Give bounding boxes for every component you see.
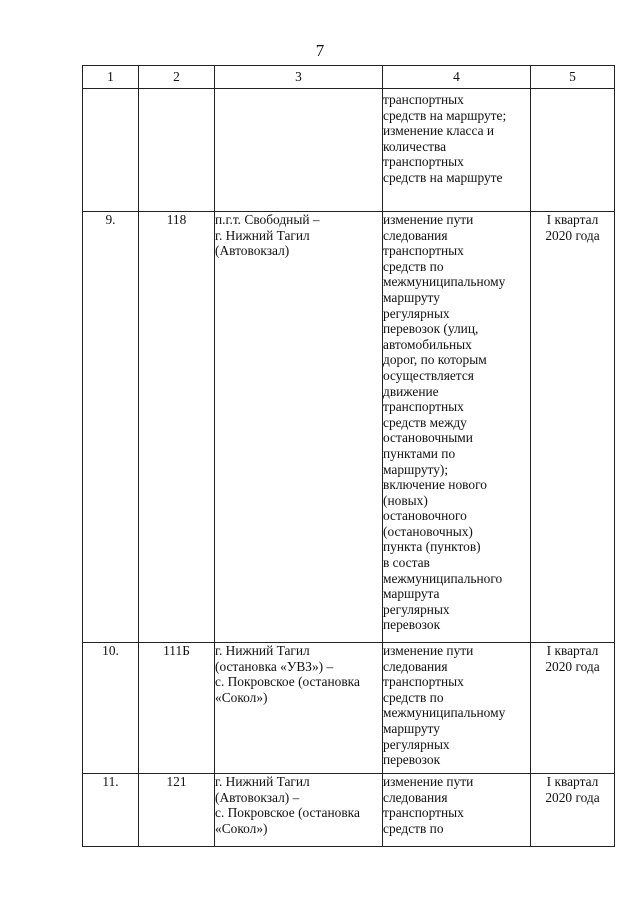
cell-text-line: включение нового: [383, 477, 487, 493]
cell-text-line: (новых): [383, 492, 428, 508]
cell-text-line: следования: [383, 789, 448, 805]
route-number: 111Б: [139, 643, 215, 774]
cell-text-line: в состав: [383, 555, 430, 571]
cell-text-line: транспортных: [383, 399, 464, 415]
route-number: 118: [139, 212, 215, 643]
cell-text-line: перевозок: [383, 617, 441, 633]
cell-text-line: средств на маршруте;: [383, 107, 507, 123]
cell-text-line: транспортных: [383, 154, 464, 170]
table-body: [83, 89, 615, 847]
cell-text-line: п.г.т. Свободный –: [215, 212, 320, 227]
row-number: 9.: [83, 212, 139, 643]
cell-text-line: изменение пути: [383, 212, 474, 227]
row-number: [83, 89, 139, 212]
cell-text-line: количества: [383, 138, 447, 154]
cell-text-line: (остановочных): [383, 523, 473, 539]
cell-text-line: изменение пути: [383, 643, 474, 658]
cell-text-line: г. Нижний Тагил: [215, 774, 310, 789]
cell-text-line: межмуниципального: [383, 570, 503, 586]
header-col-5: 5: [531, 66, 615, 89]
cell-text-line: г. Нижний Тагил: [215, 643, 310, 658]
change-description: [383, 212, 531, 643]
cell-text-line: пункта (пунктов): [383, 539, 481, 555]
cell-text-line: средств по: [383, 820, 444, 836]
change-period: [531, 643, 615, 774]
cell-text-line: средств между: [383, 414, 467, 430]
change-period: [531, 212, 615, 643]
routes-table: [82, 65, 615, 847]
cell-text-line: маршрута: [383, 586, 440, 602]
change-period: [531, 774, 615, 847]
cell-text-line: регулярных: [383, 601, 450, 617]
cell-text-line: средств на маршруте: [383, 169, 503, 185]
cell-text-line: транспортных: [383, 805, 464, 821]
change-description: [383, 643, 531, 774]
header-col-3: 3: [215, 66, 383, 89]
cell-text-line: автомобильных: [383, 336, 472, 352]
route-number: [139, 89, 215, 212]
change-period: [531, 89, 615, 212]
cell-text-line: межмуниципальному: [383, 274, 506, 290]
header-row: [83, 66, 615, 89]
cell-text-line: транспортных: [383, 674, 464, 690]
route-number: 121: [139, 774, 215, 847]
cell-text-line: I квартал: [546, 212, 599, 227]
table-header: [83, 66, 615, 89]
cell-text-line: I квартал: [546, 774, 599, 789]
cell-text-line: транспортных: [383, 243, 464, 259]
cell-text-line: транспортных: [383, 92, 464, 107]
cell-text-line: следования: [383, 227, 448, 243]
cell-text-line: остановочными: [383, 430, 473, 446]
table-row: [83, 89, 615, 212]
cell-text-line: изменение класса и: [383, 123, 495, 139]
cell-text-line: маршруту: [383, 289, 440, 305]
cell-text-line: (остановка «УВЗ») –: [215, 658, 334, 674]
cell-text-line: «Сокол»): [215, 820, 268, 836]
cell-text-line: маршруту: [383, 720, 440, 736]
cell-text-line: перевозок (улиц,: [383, 321, 479, 337]
route-name: [215, 89, 383, 212]
route-name: [215, 774, 383, 847]
route-name: [215, 643, 383, 774]
page-number: 7: [315, 41, 325, 60]
cell-text-line: пунктами по: [383, 445, 456, 461]
cell-text-line: 2020 года: [545, 227, 600, 243]
cell-text-line: остановочного: [383, 508, 467, 524]
table-row: [83, 212, 615, 643]
cell-text-line: (Автовокзал) –: [215, 789, 300, 805]
header-col-4: 4: [383, 66, 531, 89]
cell-text-line: (Автовокзал): [215, 243, 290, 259]
header-col-2: 2: [139, 66, 215, 89]
change-description: [383, 774, 531, 847]
cell-text-line: следования: [383, 658, 448, 674]
cell-text-line: перевозок: [383, 752, 441, 768]
cell-text-line: «Сокол»): [215, 689, 268, 705]
cell-text-line: маршруту);: [383, 461, 449, 477]
cell-text-line: г. Нижний Тагил: [215, 227, 310, 243]
cell-text-line: регулярных: [383, 305, 450, 321]
cell-text-line: 2020 года: [545, 789, 600, 805]
route-name: [215, 212, 383, 643]
row-number: 11.: [83, 774, 139, 847]
header-col-1: 1: [83, 66, 139, 89]
cell-text-line: осуществляется: [383, 367, 474, 383]
cell-text-line: с. Покровское (остановка: [215, 805, 360, 821]
row-number: 10.: [83, 643, 139, 774]
cell-text-line: регулярных: [383, 736, 450, 752]
cell-text-line: с. Покровское (остановка: [215, 674, 360, 690]
table-row: [83, 774, 615, 847]
cell-text-line: средств по: [383, 689, 444, 705]
cell-text-line: I квартал: [546, 643, 599, 658]
table-row: [83, 643, 615, 774]
cell-text-line: изменение пути: [383, 774, 474, 789]
cell-text-line: средств по: [383, 258, 444, 274]
cell-text-line: 2020 года: [545, 658, 600, 674]
cell-text-line: межмуниципальному: [383, 705, 506, 721]
change-description: [383, 89, 531, 212]
cell-text-line: дорог, по которым: [383, 352, 487, 368]
cell-text-line: движение: [383, 383, 439, 399]
